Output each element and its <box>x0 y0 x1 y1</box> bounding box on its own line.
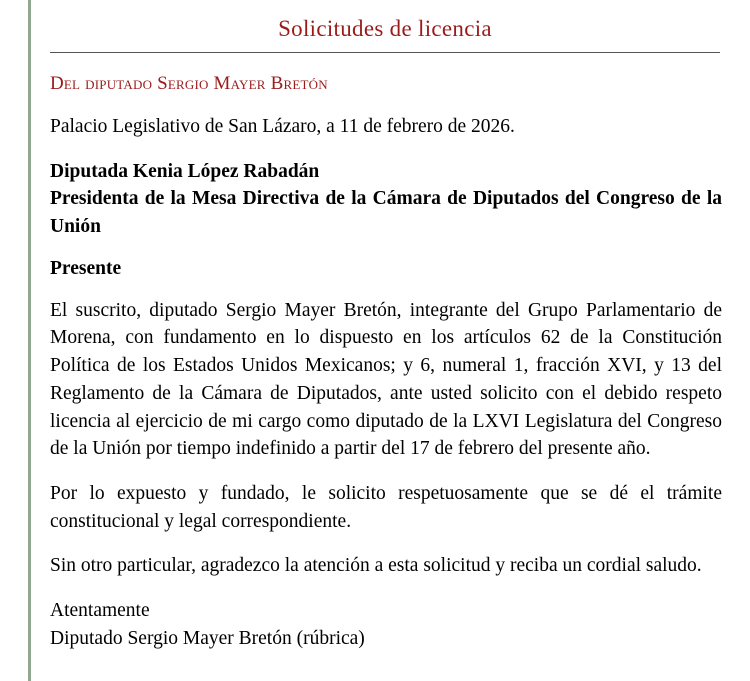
addressee-block <box>50 158 722 241</box>
closing-line-2: Diputado Sergio Mayer Bretón (rúbrica) <box>50 627 365 649</box>
section-heading: Del diputado Sergio Mayer Bretón <box>50 73 328 94</box>
salutation: Presente <box>50 257 122 279</box>
left-margin-rule <box>28 0 31 681</box>
page-title: Solicitudes de licencia <box>50 0 720 53</box>
body-paragraph-2: Por lo expuesto y fundado, le solicito respetuosamente que se dé el trámite constitucional y legal correspondiente. <box>50 482 722 532</box>
addressee-line-2: Presidenta de la Mesa Directiva de la Cámara de Diputados del Congreso de la Unión <box>50 188 722 238</box>
closing-line-1: Atentamente <box>50 599 150 621</box>
date-line: Palacio Legislativo de San Lázaro, a 11 de febrero de 2026. <box>50 116 515 137</box>
closing-block <box>50 597 722 652</box>
body-paragraph-1: El suscrito, diputado Sergio Mayer Bretón, integrante del Grupo Parlamentario de Morena, con fundamento en lo dispuesto en los artículos 62 de la Constitución Política de los Estados Unidos Mexicanos; y 6, numeral 1, fracción XVI, y 13 del Reglamento de la Cámara de Diputados, ante usted solicito con el debido respeto licencia al ejercicio de mi cargo como diputado de la LXVI Legislatura del Congreso de la Unión por tiempo indefinido a partir del 17 de febrero del presente año. <box>50 299 722 460</box>
addressee-line-1: Diputada Kenia López Rabadán <box>50 160 320 182</box>
body-paragraph-3: Sin otro particular, agradezco la atención a esta solicitud y reciba un cordial saludo. <box>50 555 702 577</box>
document-content <box>50 0 722 652</box>
